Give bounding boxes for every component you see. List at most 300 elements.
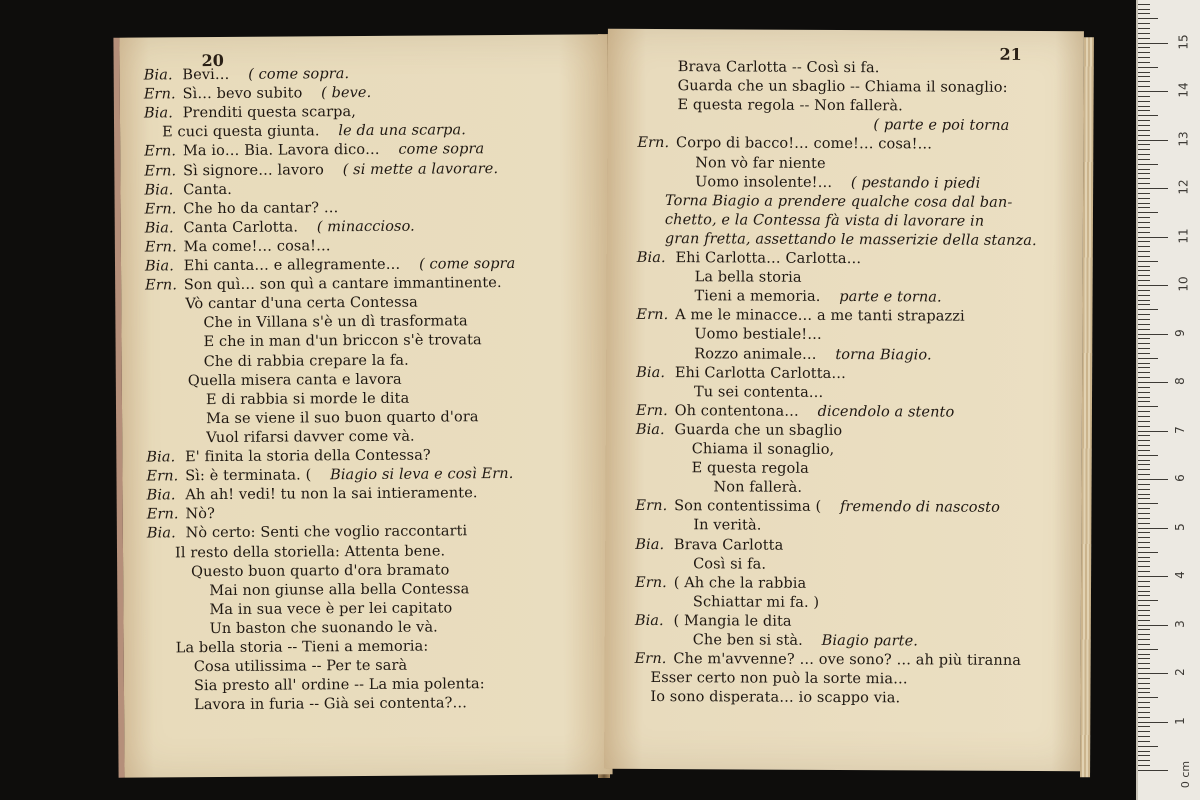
ruler-tick [1138,600,1158,601]
dialogue-text: E che in man d'un briccon s'è trovata [203,332,482,351]
ruler-tick [1138,595,1150,596]
ruler-label: 7 [1172,425,1187,434]
text-line [635,651,1021,669]
ruler-tick [1138,130,1150,131]
speaker-label: Ern. [144,200,177,218]
dialogue-text: Nò certo: Senti che voglio raccontarti [185,523,468,542]
ruler-tick [1138,251,1150,252]
ruler-tick [1138,232,1150,233]
ruler-tick [1138,140,1168,141]
text-line [695,269,802,286]
ruler-tick [1138,285,1168,286]
dialogue-text: Non vò far niente [695,154,826,172]
stage-direction: Biagio parte. [816,632,919,650]
text-line [636,422,843,439]
stage-direction: dicendolo a stento [812,403,955,421]
ruler-tick [1138,508,1150,509]
speaker-label: Bia. [143,105,173,122]
ruler-tick [1138,81,1150,82]
ruler-tick [1138,639,1150,640]
ruler-tick [1138,125,1150,126]
stage-direction: le da una scarpa. [333,122,467,140]
dialogue-text: Canta Carlotta. [183,219,299,237]
ruler-tick [1138,678,1150,679]
speaker-label: Ern. [144,162,177,180]
ruler-tick [1138,503,1158,504]
dialogue-text: E questa regola [691,460,809,477]
ruler-tick [1138,319,1150,320]
speaker-label: Ern. [635,402,668,419]
ruler-tick [1138,736,1150,737]
ruler-tick [1138,615,1150,616]
ruler-tick [1138,411,1150,412]
ruler-tick [1138,547,1150,548]
text-line [145,200,339,217]
speaker-label: Ern. [634,651,667,668]
ruler-tick [1138,421,1150,422]
ruler-tick [1138,207,1150,208]
stage-direction: ( come sopra [414,255,516,273]
dialogue-text: Esser certo non può la sorte mia… [650,670,908,688]
ruler-tick [1138,256,1150,257]
ruler-tick [1138,765,1150,766]
ruler-tick [1138,237,1168,238]
dialogue-text: Corpo di bacco!… come!… cosa!… [676,135,933,153]
ruler-tick [1138,435,1150,436]
ruler-tick [1138,460,1150,461]
ruler-label: 8 [1172,377,1187,385]
ruler-label: 5 [1172,522,1187,531]
speaker-label: Bia. [144,181,174,199]
speaker-label: Bia. [144,220,174,237]
text-line [693,556,766,572]
ruler-tick [1138,692,1150,693]
dialogue-text: Bevi… [182,66,230,84]
text-line [692,441,835,458]
ruler-tick [1138,159,1150,160]
ruler-tick [1138,270,1150,271]
dialogue-text: Ehi canta… e allegramente… [183,256,401,275]
ruler-tick [1138,222,1150,223]
ruler-tick [1138,746,1158,747]
ruler-tick [1138,38,1150,39]
ruler-label: 6 [1172,474,1187,482]
text-line [693,518,761,534]
ruler-tick [1138,401,1150,402]
text-line [665,231,1037,249]
ruler-tick [1138,406,1158,407]
dialogue-text: Ma in sua vece è per lei capitato [209,600,453,618]
dialogue-text: Non fallerà. [713,479,803,496]
text-line [209,600,452,618]
ruler-tick [1138,28,1150,29]
dialogue-text: E' finita la storia della Contessa? [185,447,431,466]
ruler-tick [1138,552,1158,553]
ruler-tick [1138,707,1150,708]
text-line [145,256,515,275]
ruler-tick [1138,227,1150,228]
ruler-tick [1138,96,1150,97]
dialogue-text: Ma se viene il suo buon quarto d'ora [206,408,479,427]
ruler-tick [1138,431,1168,432]
ruler-label: 12 [1176,179,1191,195]
ruler-tick [1138,683,1150,684]
text-line [635,575,806,592]
ruler-tick [1138,353,1150,354]
dialogue-text: Mai non giunse alla bella Contessa [209,580,470,599]
text-line [678,78,1008,96]
ruler-tick [1138,731,1150,732]
dialogue-text: La bella storia [694,269,802,286]
text-line [191,562,449,580]
speaker-label: Ern. [143,86,176,103]
dialogue-text: Che di rabbia crepare la fa. [203,352,409,370]
ruler-label: 9 [1172,328,1187,337]
text-line [206,429,415,446]
text-line [694,384,823,401]
ruler-tick [1138,770,1168,771]
speaker-label: Bia. [636,249,666,267]
dialogue-text: Sia presto all' ordine -- La mia polenta: [193,676,485,695]
ruler-tick [1138,397,1150,398]
dialogue-text: Tu sei contenta… [693,383,824,401]
dialogue-text: Guarda che un sbaglio [674,422,843,439]
ruler-tick [1138,372,1150,373]
ruler-tick [1138,154,1150,155]
ruler-label: 4 [1172,571,1187,579]
ruler-tick [1138,183,1150,184]
dialogue-text: Lavora in furia -- Già sei contenta?… [194,695,468,714]
text-line [677,97,902,114]
ruler-tick [1138,363,1150,364]
ruler-tick [1138,198,1150,199]
ruler-tick [1138,290,1150,291]
speaker-label: Bia. [146,525,176,542]
ruler-tick [1138,241,1150,242]
ruler-tick [1138,280,1150,281]
dialogue-text: Io sono disperata… io scappo via. [650,689,901,707]
page-edges [1080,37,1094,777]
text-line [635,536,783,553]
text-line [146,448,431,466]
ruler-label [1177,0,1191,1]
dialogue-text: Brava Carlotta [673,536,784,554]
speaker-label: Ern. [636,307,669,324]
ruler-tick [1138,518,1150,519]
ruler-tick [1138,663,1150,664]
ruler-tick [1138,586,1150,587]
ruler-tick [1138,13,1150,14]
dialogue-text: Rozzo animale… [694,345,817,363]
ruler-unit-label: 0 cm [1179,760,1193,789]
text-line [185,295,418,313]
ruler-label: 10 [1176,276,1191,292]
stage-direction: ( minaccioso. [312,218,415,236]
text-line [188,371,402,388]
dialogue-text: E di rabbia si morde le dita [205,390,410,408]
ruler-tick [1138,110,1150,111]
dialogue-text: Schiattar mi fa. ) [692,594,820,611]
text-line [147,524,467,542]
ruler-tick [1138,18,1158,19]
text-line [693,594,819,611]
text-line [636,365,846,382]
dialogue-text: Il resto della storiella: Attenta bene. [174,542,446,561]
ruler-tick [1138,72,1150,73]
text-line [144,142,484,160]
text-line [145,275,502,293]
text-line [194,676,485,694]
ruler-tick [1138,625,1168,626]
dialogue-text: Sì: è terminata. ( [185,467,312,485]
measuring-ruler [1136,0,1200,800]
text-line [713,480,802,496]
dialogue-text: Ehi Carlotta Carlotta… [674,364,847,382]
ruler-tick [1138,169,1150,170]
dialogue-text: Canta. [183,181,233,198]
ruler-tick [1138,697,1158,698]
text-line [636,307,964,325]
text-line [693,632,918,649]
text-line [194,696,467,714]
stage-direction: Biagio si leva e così Ern. [325,466,514,484]
ruler-tick [1138,101,1150,102]
ruler-tick [1138,120,1150,121]
text-line [194,658,408,675]
speaker-label: Ern. [144,143,177,160]
text-line [650,670,907,687]
text-line [694,346,932,363]
ruler-tick [1138,688,1150,689]
dialogue-text: Sì signore… lavoro [183,161,325,179]
ruler-tick [1138,33,1150,34]
text-line [144,104,356,121]
ruler-tick [1138,173,1150,174]
ruler-tick [1138,576,1168,577]
ruler-tick [1138,115,1158,116]
ruler-tick [1138,755,1150,756]
text-line [147,506,215,522]
ruler-tick [1138,440,1150,441]
dialogue-text: Cosa utilissima -- Per te sarà [193,657,408,676]
ruler-tick [1138,261,1158,262]
ruler-tick [1138,654,1150,655]
text-line [144,85,372,103]
text-line [873,117,1009,134]
text-line [695,155,826,172]
ruler-tick [1138,309,1158,310]
ruler-tick [1138,314,1150,315]
ruler-tick [1138,605,1150,606]
ruler-tick [1138,188,1168,189]
ruler-tick [1138,275,1150,276]
ruler-tick [1138,484,1150,485]
text-line [144,161,498,179]
dialogue-text: Sì… bevo subito [182,85,303,103]
left-page [113,34,612,777]
text-line [692,460,809,477]
text-line [206,390,409,407]
ruler-tick [1138,455,1158,456]
stage-direction: Torna Biagio a prendere qualche cosa dal ban- [664,192,1013,211]
speaker-label: Bia. [635,536,665,553]
speaker-label: Bia. [635,421,665,438]
text-line [665,193,1012,211]
speaker-label: Ern. [146,506,179,523]
stage-direction: gran fretta, assettando le masserizie della stanza. [664,230,1037,249]
ruler-tick [1138,537,1150,538]
stage-direction: ( si mette a lavorare. [337,160,499,178]
speaker-label: Bia. [144,258,175,275]
ruler-tick [1138,658,1150,659]
ruler-tick [1138,464,1150,465]
ruler-tick [1138,726,1150,727]
ruler-tick [1138,620,1150,621]
text-line [635,498,1000,516]
ruler-tick [1138,469,1150,470]
ruler-tick [1138,629,1150,630]
stage-direction: ( pestando i piedi [846,174,981,192]
ruler-tick [1138,416,1150,417]
dialogue-text: Che in Villana s'è un dì trasformata [203,313,468,332]
speaker-label: Ern. [634,574,667,591]
text-line [636,403,954,421]
text-line [144,182,232,199]
ruler-tick [1138,717,1150,718]
ruler-label: 3 [1172,619,1187,628]
ruler-tick [1138,532,1150,533]
ruler-tick [1138,561,1150,562]
ruler-tick [1138,203,1150,204]
ruler-tick [1138,474,1150,475]
dialogue-text: Brava Carlotta -- Così si fa. [677,59,880,77]
dialogue-text: ( Ah che la rabbia [673,574,807,592]
ruler-tick [1138,387,1150,388]
ruler-tick [1138,523,1150,524]
ruler-tick [1138,23,1150,24]
dialogue-text: A me le minacce… a me tanti strapazzi [675,307,965,325]
ruler-tick [1138,557,1150,558]
text-line [145,238,331,255]
ruler-tick [1138,634,1150,635]
ruler-tick [1138,149,1150,150]
ruler-tick [1138,751,1150,752]
ruler-tick [1138,348,1150,349]
ruler-tick [1138,741,1150,742]
ruler-tick [1138,566,1150,567]
ruler-tick [1138,178,1150,179]
right-page-number: 21 [999,44,1022,64]
dialogue-text: Ah ah! vedi! tu non la sai intieramente. [185,485,478,504]
ruler-tick [1138,571,1150,572]
text-line [695,174,980,191]
ruler-tick [1138,644,1150,645]
text-line [145,218,415,236]
ruler-tick [1138,57,1150,58]
ruler-tick [1138,513,1150,514]
left-page-text [120,64,608,714]
ruler-tick [1138,498,1150,499]
ruler-tick [1138,479,1168,480]
text-line [694,327,822,344]
ruler-tick [1138,377,1150,378]
ruler-label: 1 [1172,716,1187,725]
dialogue-text: Ehi Carlotta… Carlotta… [675,250,862,268]
dialogue-text: Ma come!… cosa!… [183,238,331,256]
dialogue-text: Son quì… son quì a cantare immantinente. [183,275,502,294]
speaker-label: Bia. [146,449,176,466]
ruler-label: 2 [1172,668,1187,676]
dialogue-text: Un baston che suonando le và. [209,619,438,637]
dialogue-text: E questa regola -- Non fallerà. [677,97,903,115]
left-page-number: 20 [201,50,224,71]
ruler-tick [1138,135,1150,136]
ruler-tick [1138,164,1158,165]
ruler-tick [1138,193,1150,194]
ruler-tick [1138,722,1168,723]
dialogue-text: La bella storia -- Tieni a memoria: [175,638,429,657]
stage-direction: ( beve. [316,85,372,102]
text-line [209,581,469,599]
ruler-tick [1138,52,1150,53]
ruler-tick [1138,343,1150,344]
speaker-label: Bia. [636,364,666,381]
ruler-tick [1138,334,1168,335]
text-line [175,543,445,561]
right-page [604,29,1084,771]
text-line [206,409,479,427]
dialogue-text: E cuci questa giunta. [162,123,320,141]
dialogue-text: Uomo insolente!… [695,173,833,191]
text-line [203,314,467,332]
ruler-tick [1138,86,1150,87]
ruler-tick [1138,47,1150,48]
ruler-tick [1138,106,1150,107]
ruler-tick [1138,62,1150,63]
text-line [203,333,481,351]
text-line [176,639,429,657]
dialogue-text: Chiama il sonaglio, [691,441,835,458]
stage-direction: torna Biagio. [830,346,932,363]
ruler-tick [1138,4,1150,5]
dialogue-text: Tieni a memoria. [694,288,821,306]
dialogue-text: Prenditi questa scarpa, [182,104,357,122]
ruler-tick [1138,358,1158,359]
ruler-tick [1138,295,1150,296]
dialogue-text: Uomo bestiale!… [694,326,822,344]
dialogue-text: Questo buon quarto d'ora bramato [191,561,450,580]
stage-direction: fremendo di nascosto [835,499,1000,517]
ruler-tick [1138,668,1150,669]
dialogue-text: Nò? [185,506,216,523]
ruler-tick [1138,382,1168,383]
ruler-tick [1138,329,1150,330]
text-line [637,135,932,153]
ruler-label: 11 [1176,227,1191,244]
ruler-tick [1138,212,1158,213]
ruler-tick [1138,760,1150,761]
dialogue-text: Che ho da cantar? … [183,199,339,217]
ruler-tick [1138,300,1150,301]
ruler-tick [1138,144,1150,145]
speaker-label: Ern. [144,239,177,256]
dialogue-text: Son contentissima ( [674,498,822,516]
text-line [650,689,900,706]
speaker-label: Bia. [146,487,176,504]
dialogue-text: In verità. [693,517,762,534]
open-book [108,26,1088,782]
dialogue-text: Oh contentona… [674,402,799,420]
